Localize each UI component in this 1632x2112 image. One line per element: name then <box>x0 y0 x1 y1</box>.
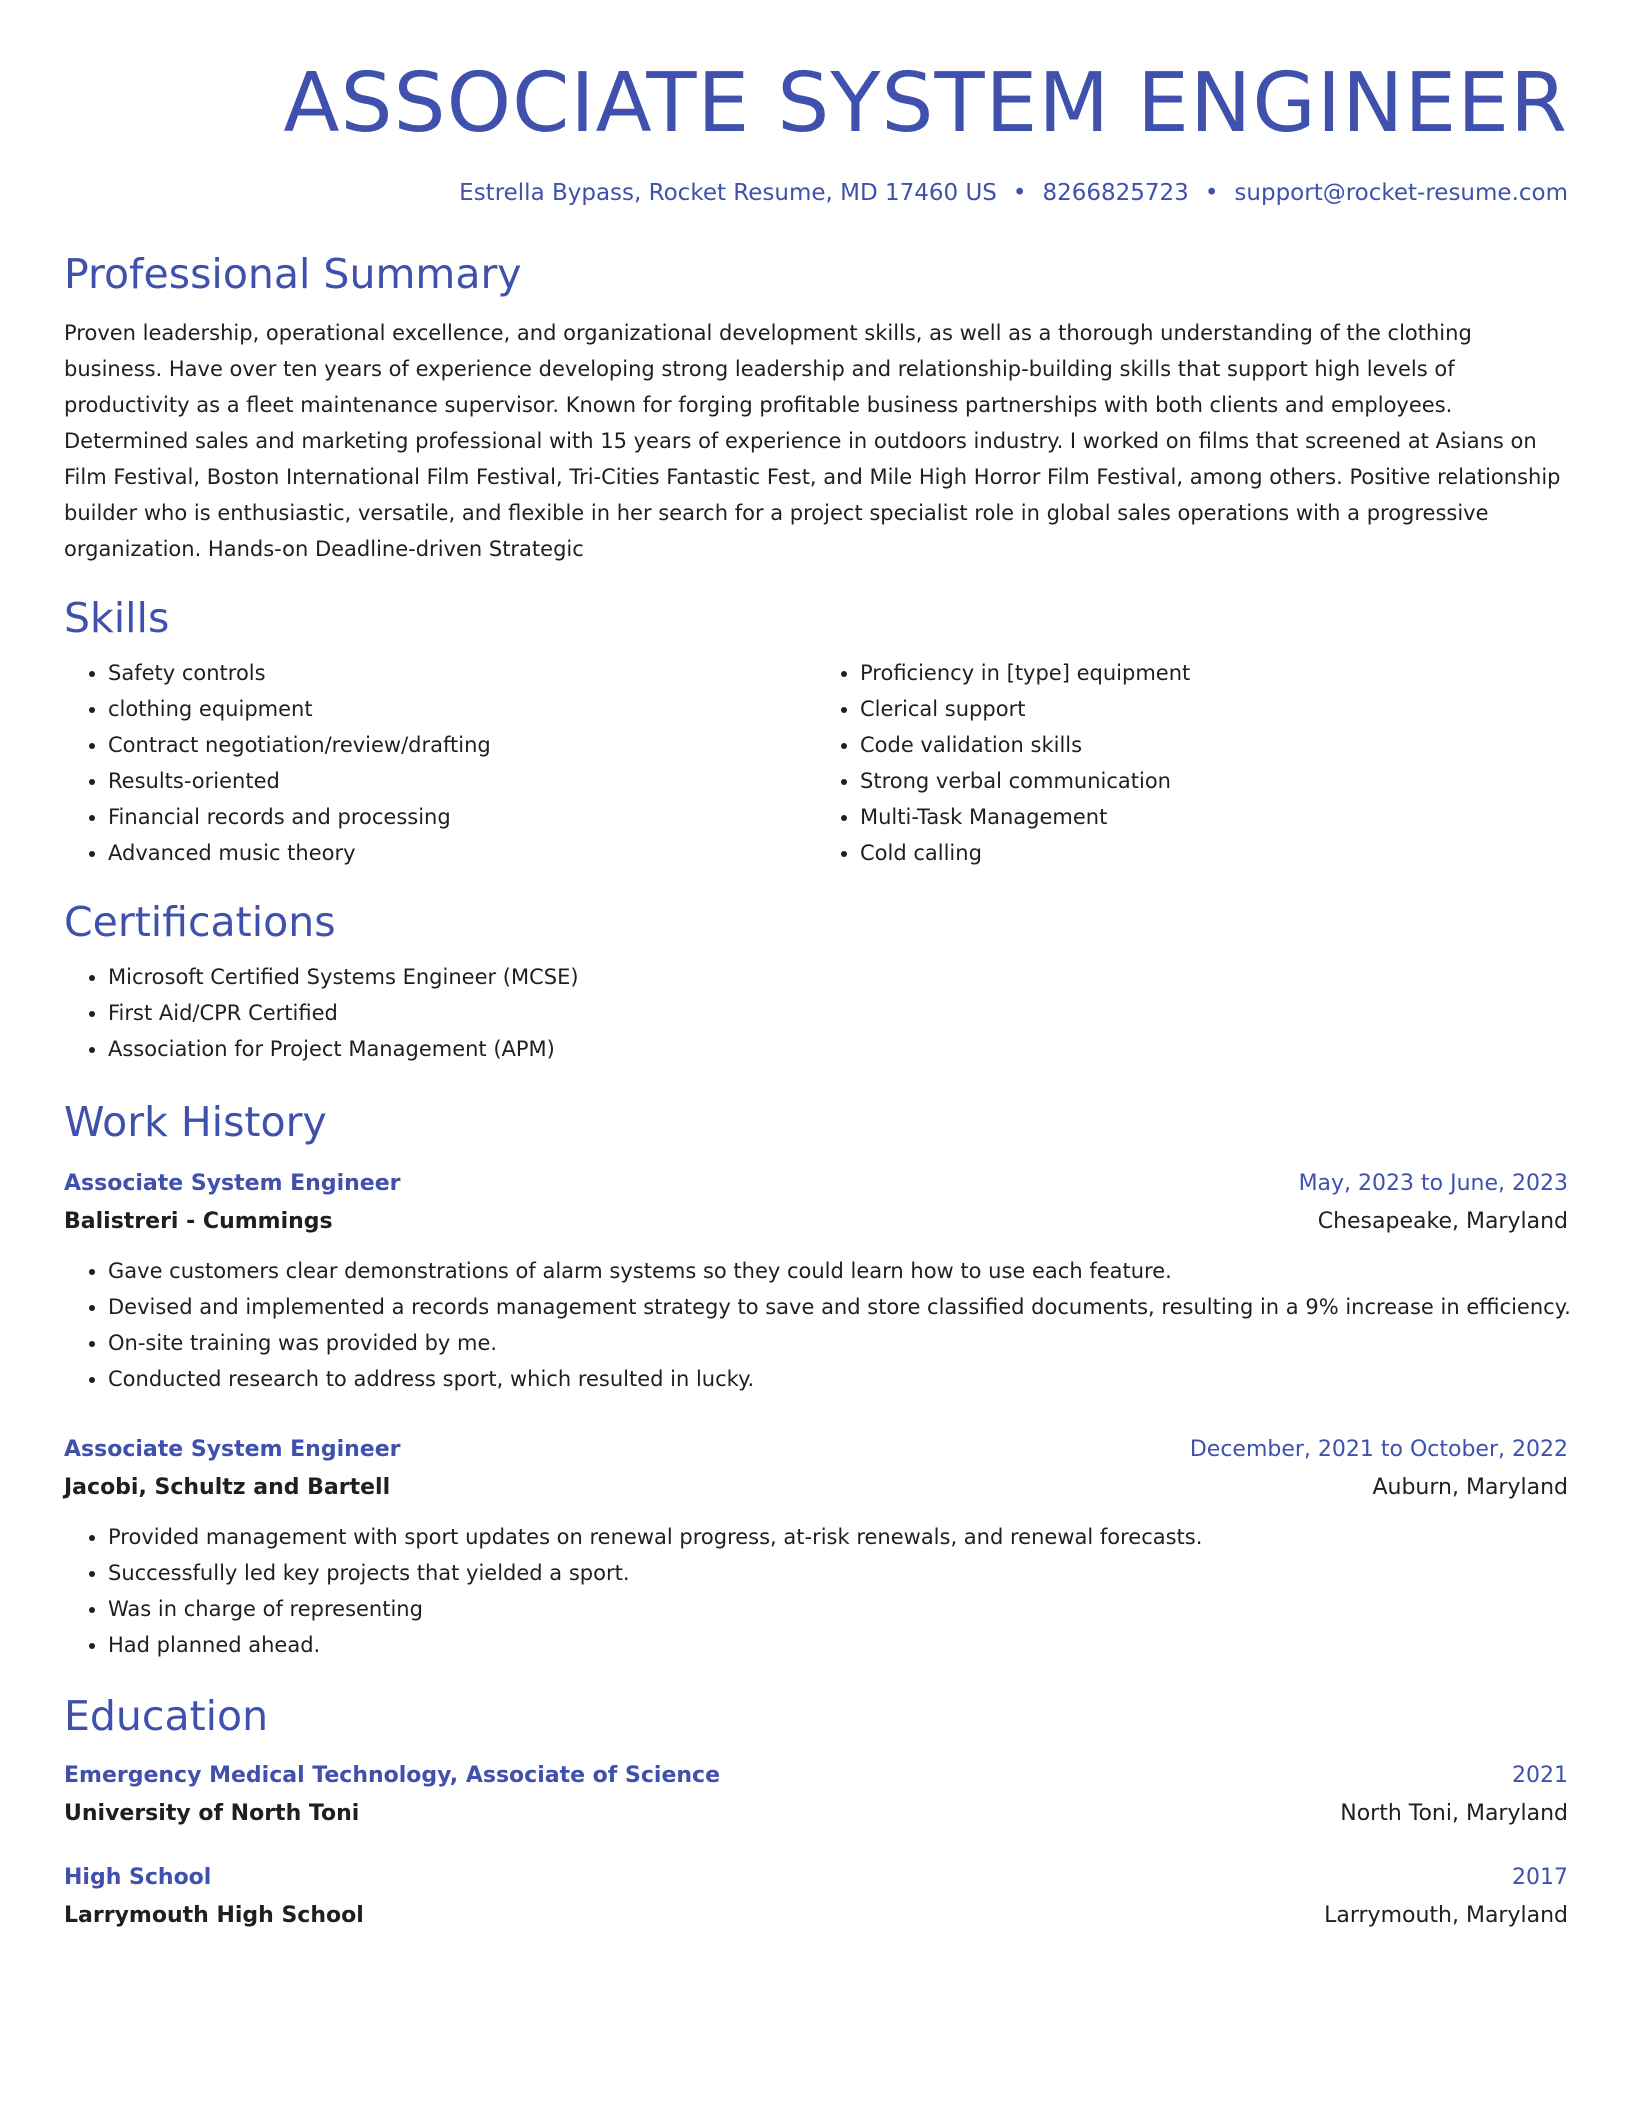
job-location: Chesapeake, Maryland <box>1317 1209 1568 1234</box>
skills-columns <box>64 655 1568 871</box>
section-title-work-history: Work History <box>64 1098 327 1146</box>
education-entry-subheader <box>64 1897 1568 1935</box>
job-bullet: • Was in charge of representing <box>108 1591 1568 1627</box>
job-title: Associate System Engineer <box>64 1437 401 1462</box>
job-dates: December, 2021 to October, 2022 <box>1189 1437 1568 1462</box>
school-name: University of North Toni <box>64 1801 360 1826</box>
education-entry-header <box>64 1859 1568 1897</box>
skill-item: • Contract negotiation/review/drafting <box>108 727 816 763</box>
resume-title: ASSOCIATE SYSTEM ENGINEER <box>283 56 1568 151</box>
skill-item: • Results-oriented <box>108 763 816 799</box>
school-location: North Toni, Maryland <box>1340 1801 1568 1826</box>
company-name: Jacobi, Schultz and Bartell <box>64 1475 391 1500</box>
job-bullet: • Provided management with sport updates on renewal progress, at-risk renewals, and renewal forecasts. <box>108 1519 1568 1555</box>
degree-name: High School <box>64 1865 212 1890</box>
graduation-year: 2017 <box>1512 1865 1568 1890</box>
work-entry-header <box>64 1165 1568 1203</box>
skill-item: • Cold calling <box>860 835 1568 871</box>
section-title-certifications: Certifications <box>64 898 336 946</box>
contact-phone[interactable]: 8266825723 <box>1042 180 1189 206</box>
work-entry <box>64 1431 1568 1663</box>
contact-separator: • <box>1204 180 1219 206</box>
graduation-year: 2021 <box>1512 1763 1568 1788</box>
job-bullet: • Had planned ahead. <box>108 1627 1568 1663</box>
section-title-education: Education <box>64 1692 269 1740</box>
work-entry <box>64 1165 1571 1397</box>
skill-item: • Safety controls <box>108 655 816 691</box>
certification-item: • Association for Project Management (APM) <box>108 1031 1568 1067</box>
job-dates: May, 2023 to June, 2023 <box>1298 1171 1568 1196</box>
school-location: Larrymouth, Maryland <box>1324 1903 1568 1928</box>
job-bullet: • Successfully led key projects that yielded a sport. <box>108 1555 1568 1591</box>
certification-item: • First Aid/CPR Certified <box>108 995 1568 1031</box>
company-name: Balistreri - Cummings <box>64 1209 333 1234</box>
job-bullet: • On-site training was provided by me. <box>108 1325 1568 1361</box>
skills-list-right <box>816 655 1568 871</box>
job-bullets <box>64 1519 1568 1663</box>
work-entry-subheader <box>64 1469 1568 1507</box>
job-location: Auburn, Maryland <box>1372 1475 1568 1500</box>
section-title-skills: Skills <box>64 594 170 642</box>
degree-name: Emergency Medical Technology, Associate of Science <box>64 1763 720 1788</box>
contact-address: Estrella Bypass, Rocket Resume, MD 17460 US <box>459 180 997 206</box>
work-entry-subheader <box>64 1203 1568 1241</box>
skill-item: • Clerical support <box>860 691 1568 727</box>
work-entry-header <box>64 1431 1568 1469</box>
skill-item: • Proficiency in [type] equipment <box>860 655 1568 691</box>
job-bullet: • Conducted research to address sport, which resulted in lucky. <box>108 1361 1568 1397</box>
section-title-professional-summary: Professional Summary <box>64 250 522 298</box>
education-entry <box>64 1859 1568 1935</box>
contact-email[interactable]: support@rocket-resume.com <box>1234 180 1568 206</box>
school-name: Larrymouth High School <box>64 1903 364 1928</box>
certification-item: • Microsoft Certified Systems Engineer (MCSE) <box>108 959 1568 995</box>
skill-item: • Strong verbal communication <box>860 763 1568 799</box>
job-title: Associate System Engineer <box>64 1171 401 1196</box>
resume-header <box>64 56 1568 208</box>
education-entry <box>64 1757 1568 1833</box>
skill-item: • Financial records and processing <box>108 799 816 835</box>
professional-summary-text: Proven leadership, operational excellence, and organizational development skills, as well as a thorough understanding of the clothing business. Have over ten years of experience developing strong leadership and relationship-building skills that support high levels of productivity as a fleet maintenance supervisor. Known for forging profitable business partnerships with both clients and employees. Determined sales and marketing professional with 15 years of experience in outdoors industry. I worked on films that screened at Asians on Film Festival, Boston International Film Festival, Tri-Cities Fantastic Fest, and Mile High Horror Film Festival, among others. Positive relationship builder who is enthusiastic, versatile, and flexible in her search for a project specialist role in global sales operations with a progressive organization. Hands-on Deadline-driven Strategic <box>64 321 1561 561</box>
job-bullet: • Devised and implemented a records management strategy to save and store classified documents, resulting in a 9% increase in efficiency. <box>108 1289 1568 1325</box>
certifications-list <box>64 959 1568 1067</box>
education-entry-header <box>64 1757 1568 1795</box>
contact-separator: • <box>1012 180 1027 206</box>
skills-list-left <box>64 655 816 871</box>
job-bullet: • Gave customers clear demonstrations of alarm systems so they could learn how to use each feature. <box>108 1253 1568 1289</box>
skill-item: • Advanced music theory <box>108 835 816 871</box>
contact-line <box>64 178 1568 208</box>
skill-item: • Code validation skills <box>860 727 1568 763</box>
skill-item: • clothing equipment <box>108 691 816 727</box>
education-entry-subheader <box>64 1795 1568 1833</box>
skill-item: • Multi-Task Management <box>860 799 1568 835</box>
job-bullets <box>64 1253 1571 1397</box>
